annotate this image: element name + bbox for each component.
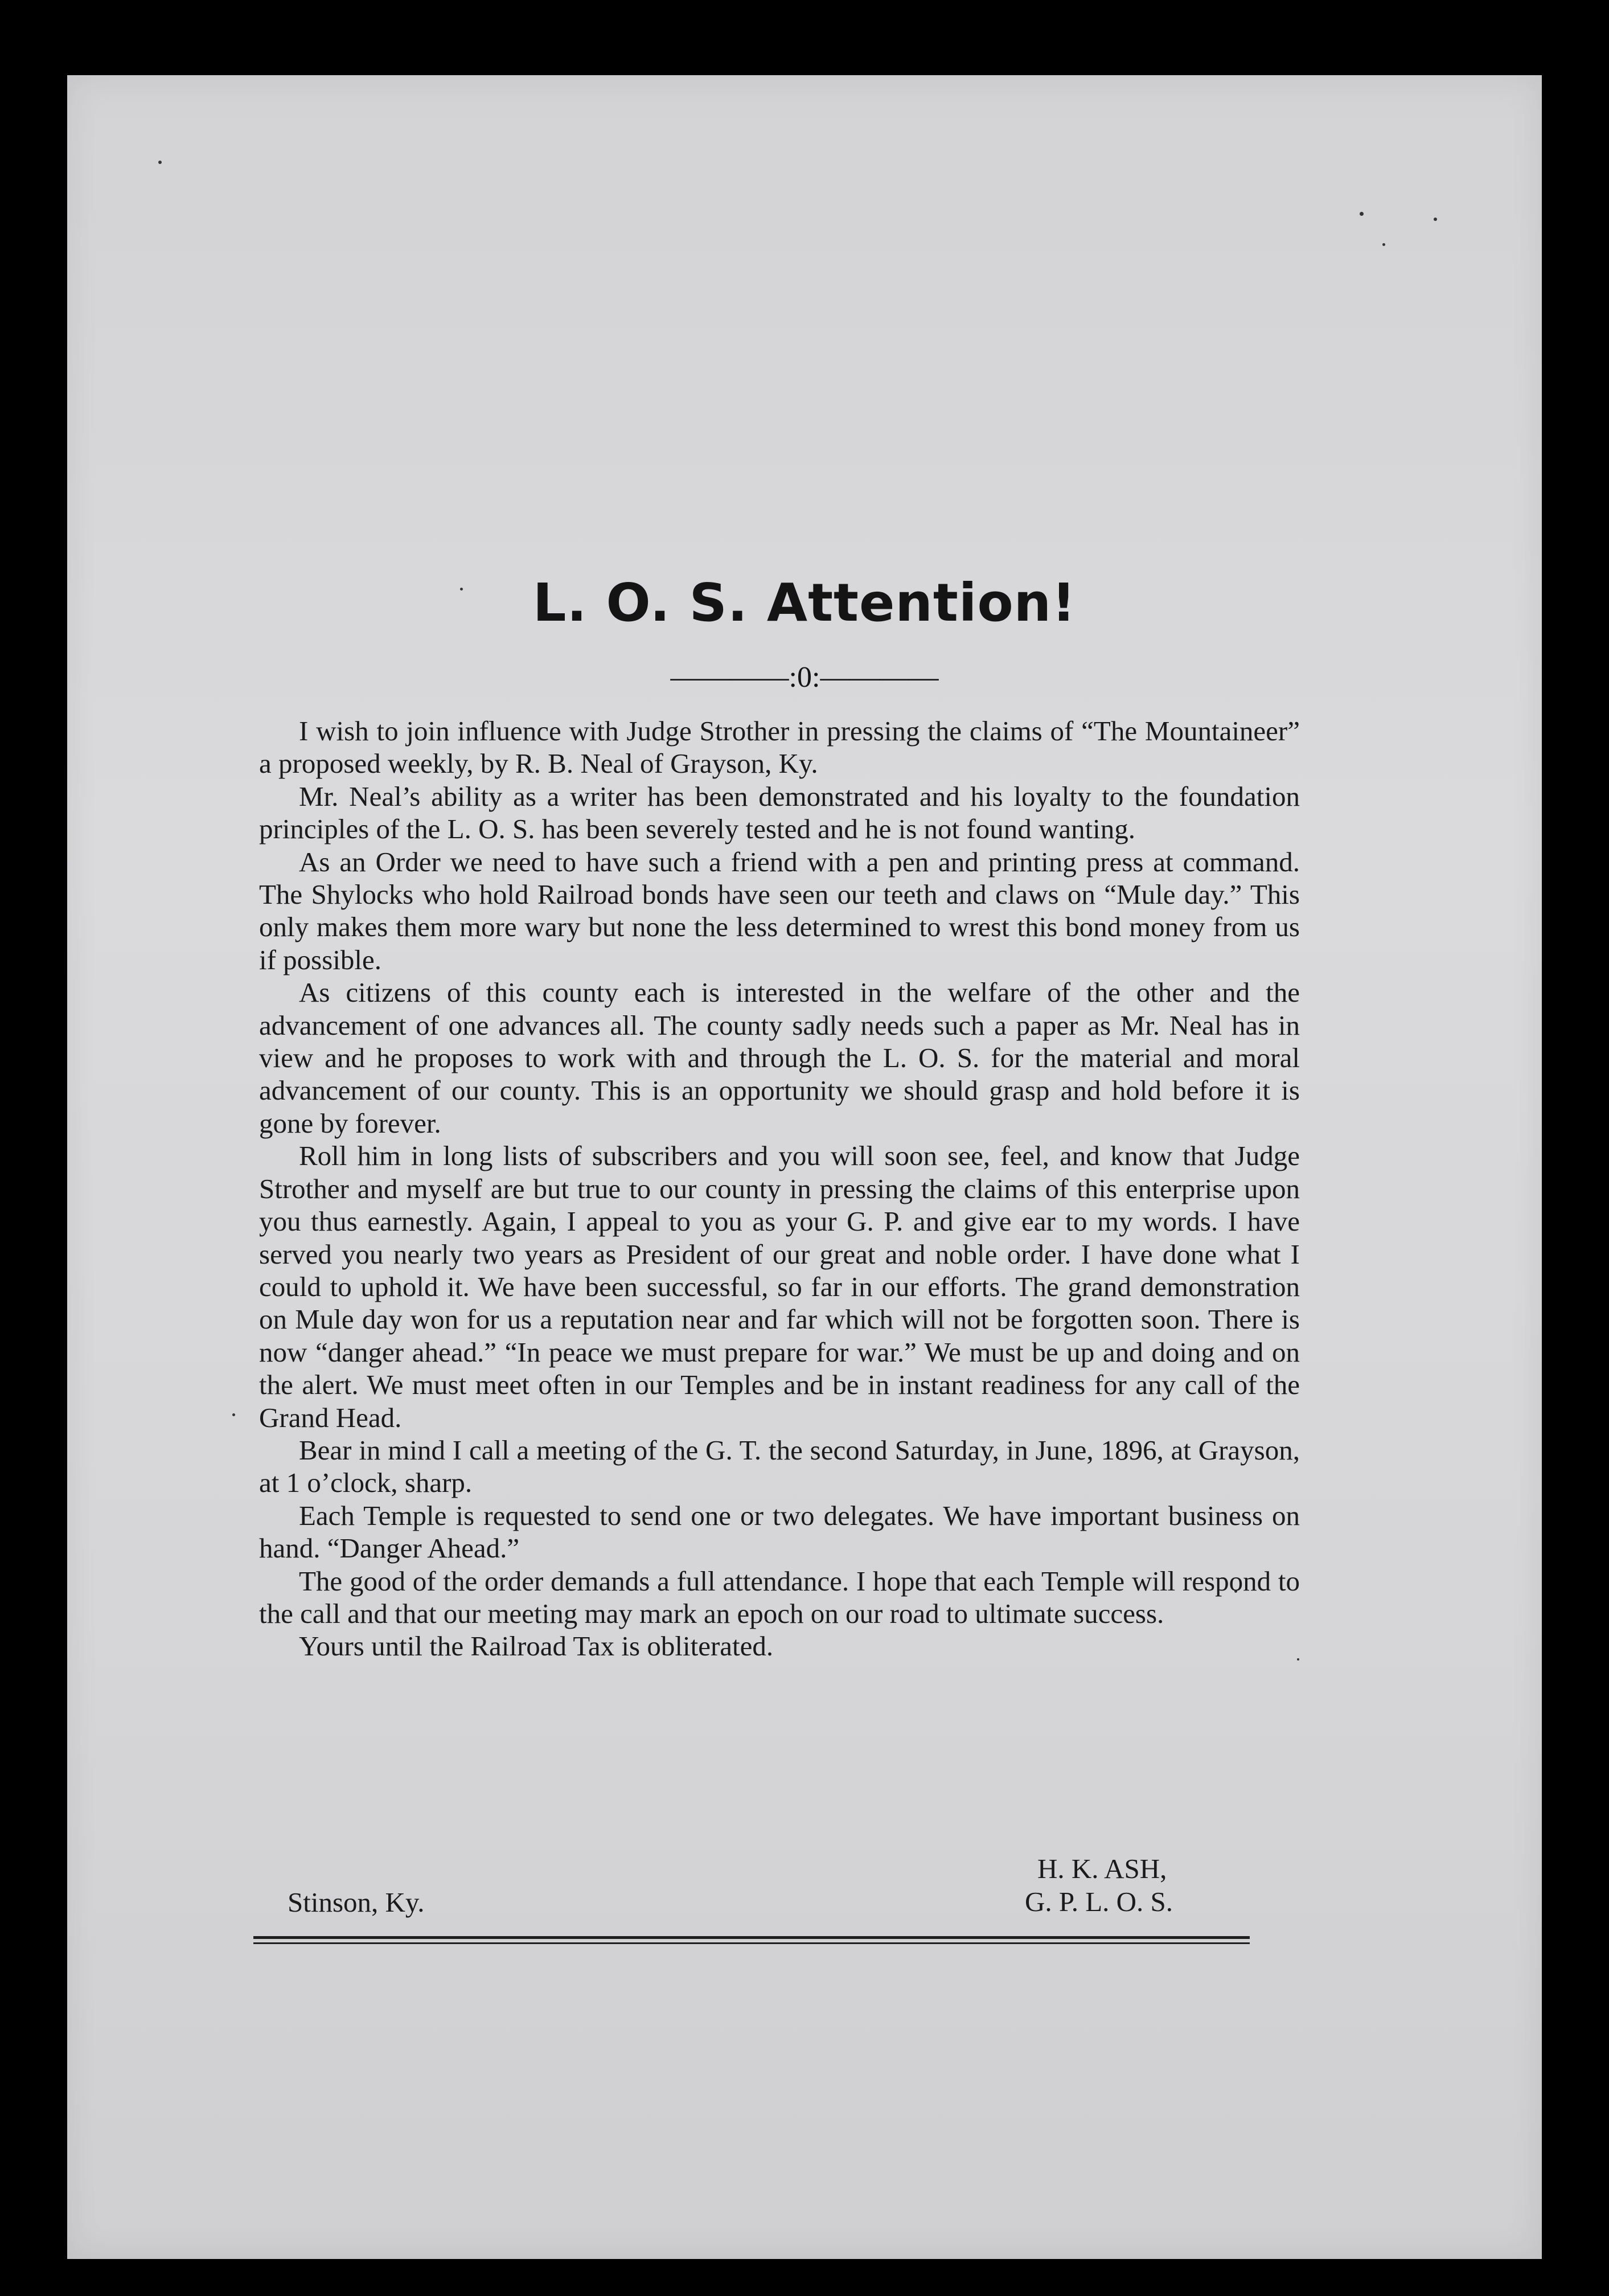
paragraph: I wish to join influence with Judge Strother in pressing the claims of “The Mountaineer” a proposed weekly, by R. B. Neal of Grayson, Ky. bbox=[259, 715, 1300, 780]
paragraph: Roll him in long lists of subscribers and you will soon see, feel, and know that Judge Strother and myself are but true to our county in pressing the claims of this enterprise upon you thus earnestly. Again, I appeal to you as your G. P. and give ear to my words. I have served you nearly two years as President of our great and noble order. I have done what I could to uphold it. We have been successful, so far in our efforts. The grand demonstration on Mule day won for us a reputation near and far which will not be forgotten soon. There is now “danger ahead.” “In peace we must prepare for war.” We must be up and doing and on the alert. We must meet often in our Temples and be in instant readiness for any call of the Grand Head. bbox=[259, 1140, 1300, 1433]
signature-block bbox=[1025, 1852, 1173, 1918]
paragraph: Bear in mind I call a meeting of the G. T. the second Saturday, in June, 1896, at Grayson, at 1 o’clock, sharp. bbox=[259, 1434, 1300, 1499]
paragraph: Each Temple is requested to send one or two delegates. We have important business on hand. “Danger Ahead.” bbox=[259, 1499, 1300, 1564]
letter-body bbox=[259, 715, 1300, 1663]
paragraph: As an Order we need to have such a friend with a pen and printing press at command. The Shylocks who hold Railroad bonds have seen our teeth and claws on “Mule day.” This only makes them more wary but none the less determined to wrest this bond money from us if possible. bbox=[259, 846, 1300, 975]
ink-speck bbox=[232, 1413, 235, 1416]
place-line: Stinson, Ky. bbox=[288, 1887, 425, 1918]
page-title: L. O. S. Attention! bbox=[532, 572, 1077, 633]
paragraph: The good of the order demands a full attendance. I hope that each Temple will respond to the call and that our meeting may mark an epoch on our road to ultimate success. bbox=[259, 1565, 1300, 1629]
ink-speck bbox=[158, 161, 162, 164]
paragraph: Mr. Neal’s ability as a writer has been demonstrated and his loyalty to the foundation principles of the L. O. S. has been severely tested and he is not found wanting. bbox=[259, 780, 1300, 845]
ink-speck bbox=[1434, 218, 1437, 221]
signature-office: G. P. L. O. S. bbox=[1025, 1886, 1173, 1917]
bottom-double-rule bbox=[253, 1936, 1250, 1944]
ink-speck bbox=[1382, 243, 1385, 246]
ink-speck bbox=[1360, 212, 1364, 216]
signature-name: H. K. ASH, bbox=[1037, 1853, 1167, 1884]
paragraph: As citizens of this county each is interested in the welfare of the other and the advancement of one advances all. The county sadly needs such a paper as Mr. Neal has in view and he proposes to work with and through the L. O. S. for the material and moral advancement of our county. This is an opportunity we should grasp and hold before it is gone by forever. bbox=[259, 977, 1300, 1139]
title-ornament: ————:0:———— bbox=[670, 661, 939, 694]
paragraph: Yours until the Railroad Tax is obliterated. bbox=[299, 1630, 774, 1662]
